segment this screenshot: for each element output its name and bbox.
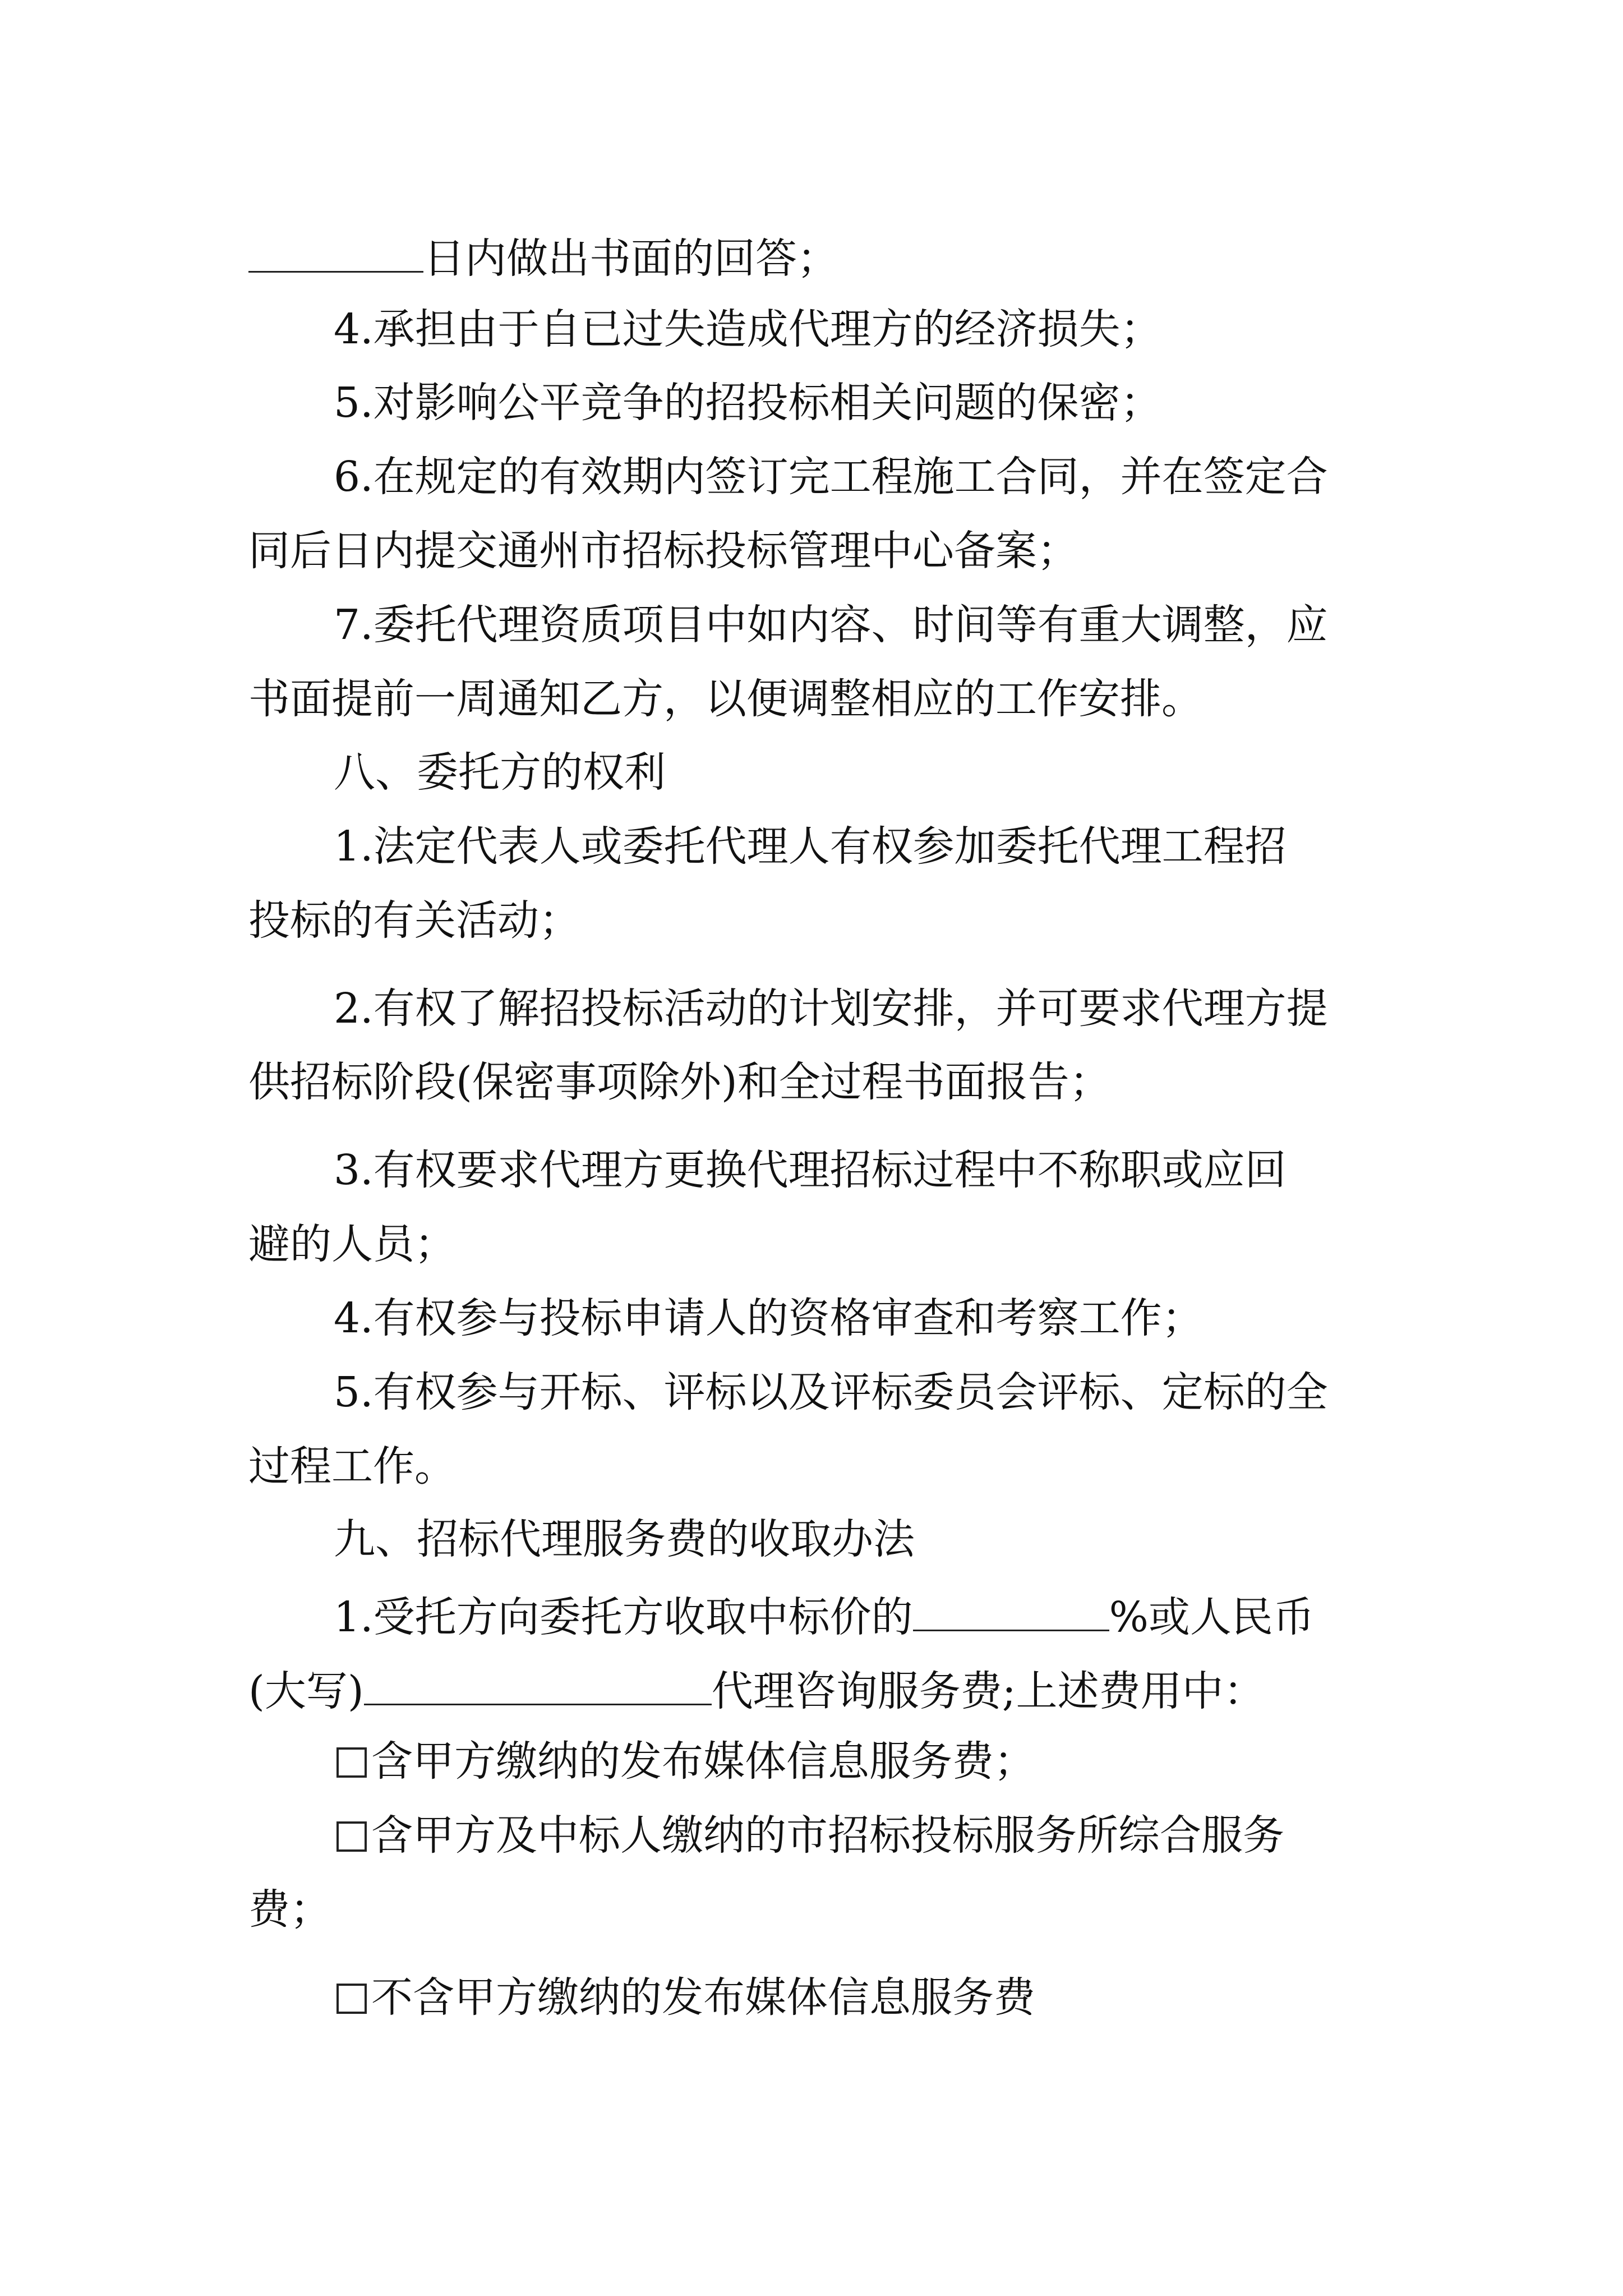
- text-line: [334, 1586, 1315, 1645]
- checkbox-line: [336, 1733, 1035, 1789]
- line-text: 费；: [248, 1885, 331, 1934]
- line-text: 书面提前一周通知乙方，以便调整相应的工作安排。: [248, 675, 1203, 723]
- text-line: [334, 597, 1328, 653]
- line-text: 九、招标代理服务费的收取办法: [334, 1515, 915, 1563]
- text-line: [248, 892, 580, 949]
- text-line: [248, 523, 1078, 579]
- checkbox-line: [336, 1970, 1035, 2026]
- line-text: 1.法定代表人或委托代理人有权参加委托代理工程招: [334, 822, 1287, 871]
- amount-blank: [364, 1660, 712, 1705]
- checkbox-line: [336, 1807, 1284, 1864]
- section-heading: [334, 744, 666, 800]
- text-line: [334, 1290, 1204, 1346]
- line-text: 7.委托代理资质项目中如内容、时间等有重大调整，应: [334, 601, 1328, 649]
- line-text: 含甲方缴纳的发布媒体信息服务费；: [371, 1737, 1035, 1786]
- line-text: 过程工作。: [248, 1442, 456, 1490]
- text-line: [248, 1660, 1265, 1719]
- text-line: [334, 818, 1287, 875]
- text-line: [334, 981, 1328, 1037]
- line-text: 不含甲方缴纳的发布媒体信息服务费: [371, 1973, 1035, 2022]
- line-text: 5.有权参与开标、评标以及评标委员会评标、定标的全: [334, 1368, 1328, 1416]
- text-line: [248, 671, 1203, 727]
- text-line: [334, 301, 1162, 357]
- line-text: 同后日内提交通州市招标投标管理中心备案；: [248, 527, 1078, 575]
- text-line: [248, 1216, 456, 1272]
- line-text: 含甲方及中标人缴纳的市招标投标服务所综合服务: [371, 1811, 1284, 1860]
- text-line: [334, 1364, 1328, 1420]
- line-text: 代理咨询服务费;上述费用中：: [711, 1667, 1265, 1715]
- text-line: [334, 1142, 1287, 1198]
- line-text: 投标的有关活动；: [248, 896, 580, 945]
- checkbox[interactable]: [336, 1747, 367, 1778]
- percent-blank: [913, 1586, 1109, 1631]
- line-text: %或人民币: [1109, 1593, 1315, 1641]
- text-line: [334, 375, 1162, 431]
- checkbox[interactable]: [336, 1821, 367, 1852]
- line-text: 2.有权了解招投标活动的计划安排，并可要求代理方提: [334, 984, 1328, 1033]
- line-text: 6.在规定的有效期内签订完工程施工合同，并在签定合: [334, 453, 1328, 501]
- text-line: [248, 1054, 1111, 1110]
- section-heading: [334, 1511, 915, 1567]
- line-text: 1.受托方向委托方收取中标价的: [334, 1593, 913, 1641]
- text-line: [248, 1438, 456, 1494]
- blank-field: [248, 227, 423, 273]
- line-text: 4.承担由于自已过失造成代理方的经济损失；: [334, 305, 1162, 353]
- line-text: 避的人员；: [248, 1220, 456, 1268]
- line-text: (大写): [248, 1667, 364, 1715]
- line-text: 日内做出书面的回答；: [423, 234, 838, 283]
- text-line: [248, 227, 838, 287]
- text-line: [334, 449, 1328, 505]
- checkbox[interactable]: [336, 1984, 367, 2014]
- line-text: 5.对影响公平竞争的招投标相关问题的保密；: [334, 379, 1162, 427]
- line-text: 3.有权要求代理方更换代理招标过程中不称职或应回: [334, 1146, 1287, 1194]
- line-text: 供招标阶段(保密事项除外)和全过程书面报告；: [248, 1058, 1111, 1106]
- line-text: 4.有权参与投标申请人的资格审查和考察工作；: [334, 1294, 1204, 1342]
- line-text: 八、委托方的权利: [334, 748, 666, 797]
- text-line: [248, 1881, 331, 1938]
